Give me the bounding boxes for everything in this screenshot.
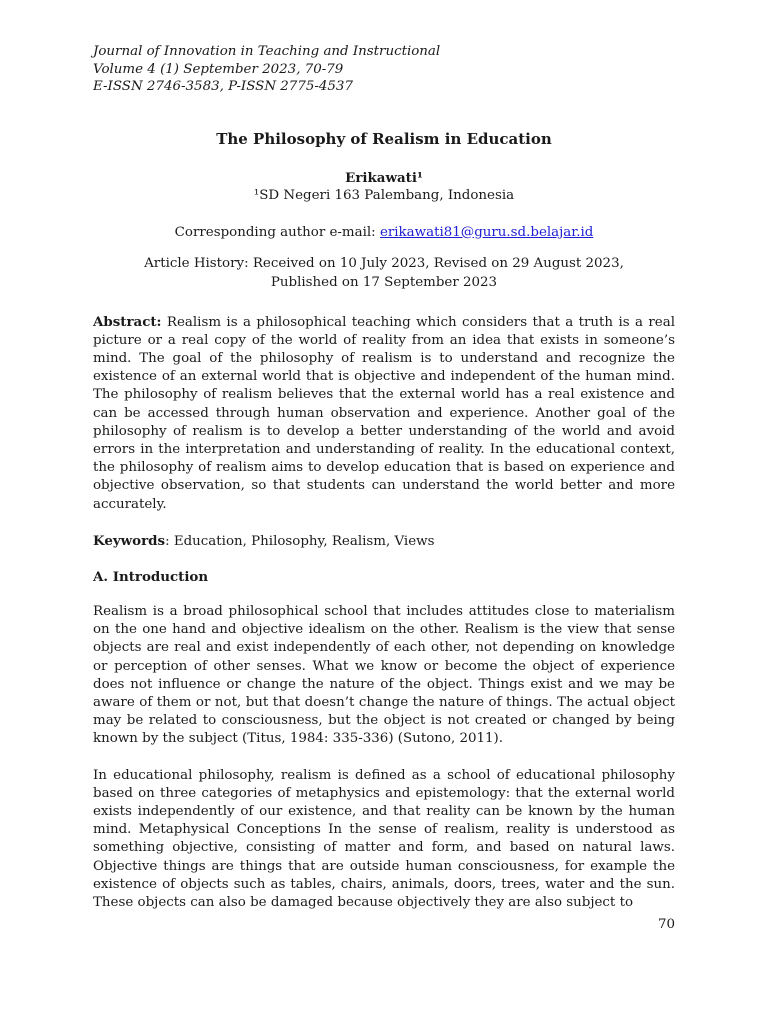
journal-issn: E-ISSN 2746-3583, P-ISSN 2775-4537 <box>93 79 353 94</box>
article-title: The Philosophy of Realism in Education <box>216 129 552 148</box>
article-page <box>93 43 675 912</box>
journal-volume: Volume 4 (1) September 2023, 70-79 <box>93 61 344 77</box>
keywords-label: Keywords <box>93 532 166 549</box>
corresponding-author <box>93 223 675 242</box>
journal-header <box>93 43 675 96</box>
abstract-label: Abstract: <box>93 313 162 330</box>
keywords <box>93 532 675 551</box>
author-name: Erikawati¹ <box>345 169 423 186</box>
author-email-link[interactable]: erikawati81@guru.sd.belajar.id <box>379 224 594 240</box>
abstract-text: Realism is a philosophical teaching which considers that a truth is a real picture or a real copy of the world of reality from an idea that exists in someone’s mind. The goal of the philosophy of realism is to understand and recognize the existence of an external world that is objective and independent of the human mind. The philosophy of realism believes that the external world has a real existence and can be accessed through human observation and experience. Another goal of the philosophy of realism is to develop a better understanding of the world and avoid errors in the interpretation and understanding of reality. In the educational context, the philosophy of realism aims to develop education that is based on experience and objective observation, so that students can understand the world better and more accurately. <box>93 314 675 512</box>
intro-paragraph-1: Realism is a broad philosophical school that includes attitudes close to materialism on the one hand and objective idealism on the other. Realism is the view that sense objects are real and exist independently of each other, not depending on knowledge or perception of other senses. What we know or become the object of experience does not influence or change the nature of the object. Things exist and we may be aware of them or not, but that doesn’t change the nature of things. The actual object may be related to consciousness, but the object is not created or changed by being known by the subject (Titus, 1984: 335-336) (Sutono, 2011). <box>93 603 675 747</box>
page-number: 70 <box>657 917 675 932</box>
journal-name: Journal of Innovation in Teaching and Instructional <box>93 44 441 59</box>
article-history <box>93 254 675 292</box>
section-heading: A. Introduction <box>93 568 209 585</box>
corresponding-label: Corresponding author e-mail: <box>174 224 380 240</box>
intro-paragraph-2: In educational philosophy, realism is defined as a school of educational philosophy based on three categories of metaphysics and epistemology: that the external world exists independently of our existence, and that reality can be known by the human mind. Metaphysical Conceptions In the sense of realism, reality is understood as something objective, consisting of matter and form, and based on natural laws. Objective things are things that are outside human consciousness, for example the existence of objects such as tables, chairs, animals, doors, trees, water and the sun. These objects can also be damaged because objectively they are also subject to <box>93 767 675 910</box>
keywords-text: : Education, Philosophy, Realism, Views <box>165 533 435 549</box>
history-line-1: Article History: Received on 10 July 2023, Revised on 29 August 2023, <box>144 255 624 271</box>
abstract <box>93 313 675 514</box>
author-affiliation: ¹SD Negeri 163 Palembang, Indonesia <box>253 187 515 203</box>
history-line-2: Published on 17 September 2023 <box>270 274 498 290</box>
